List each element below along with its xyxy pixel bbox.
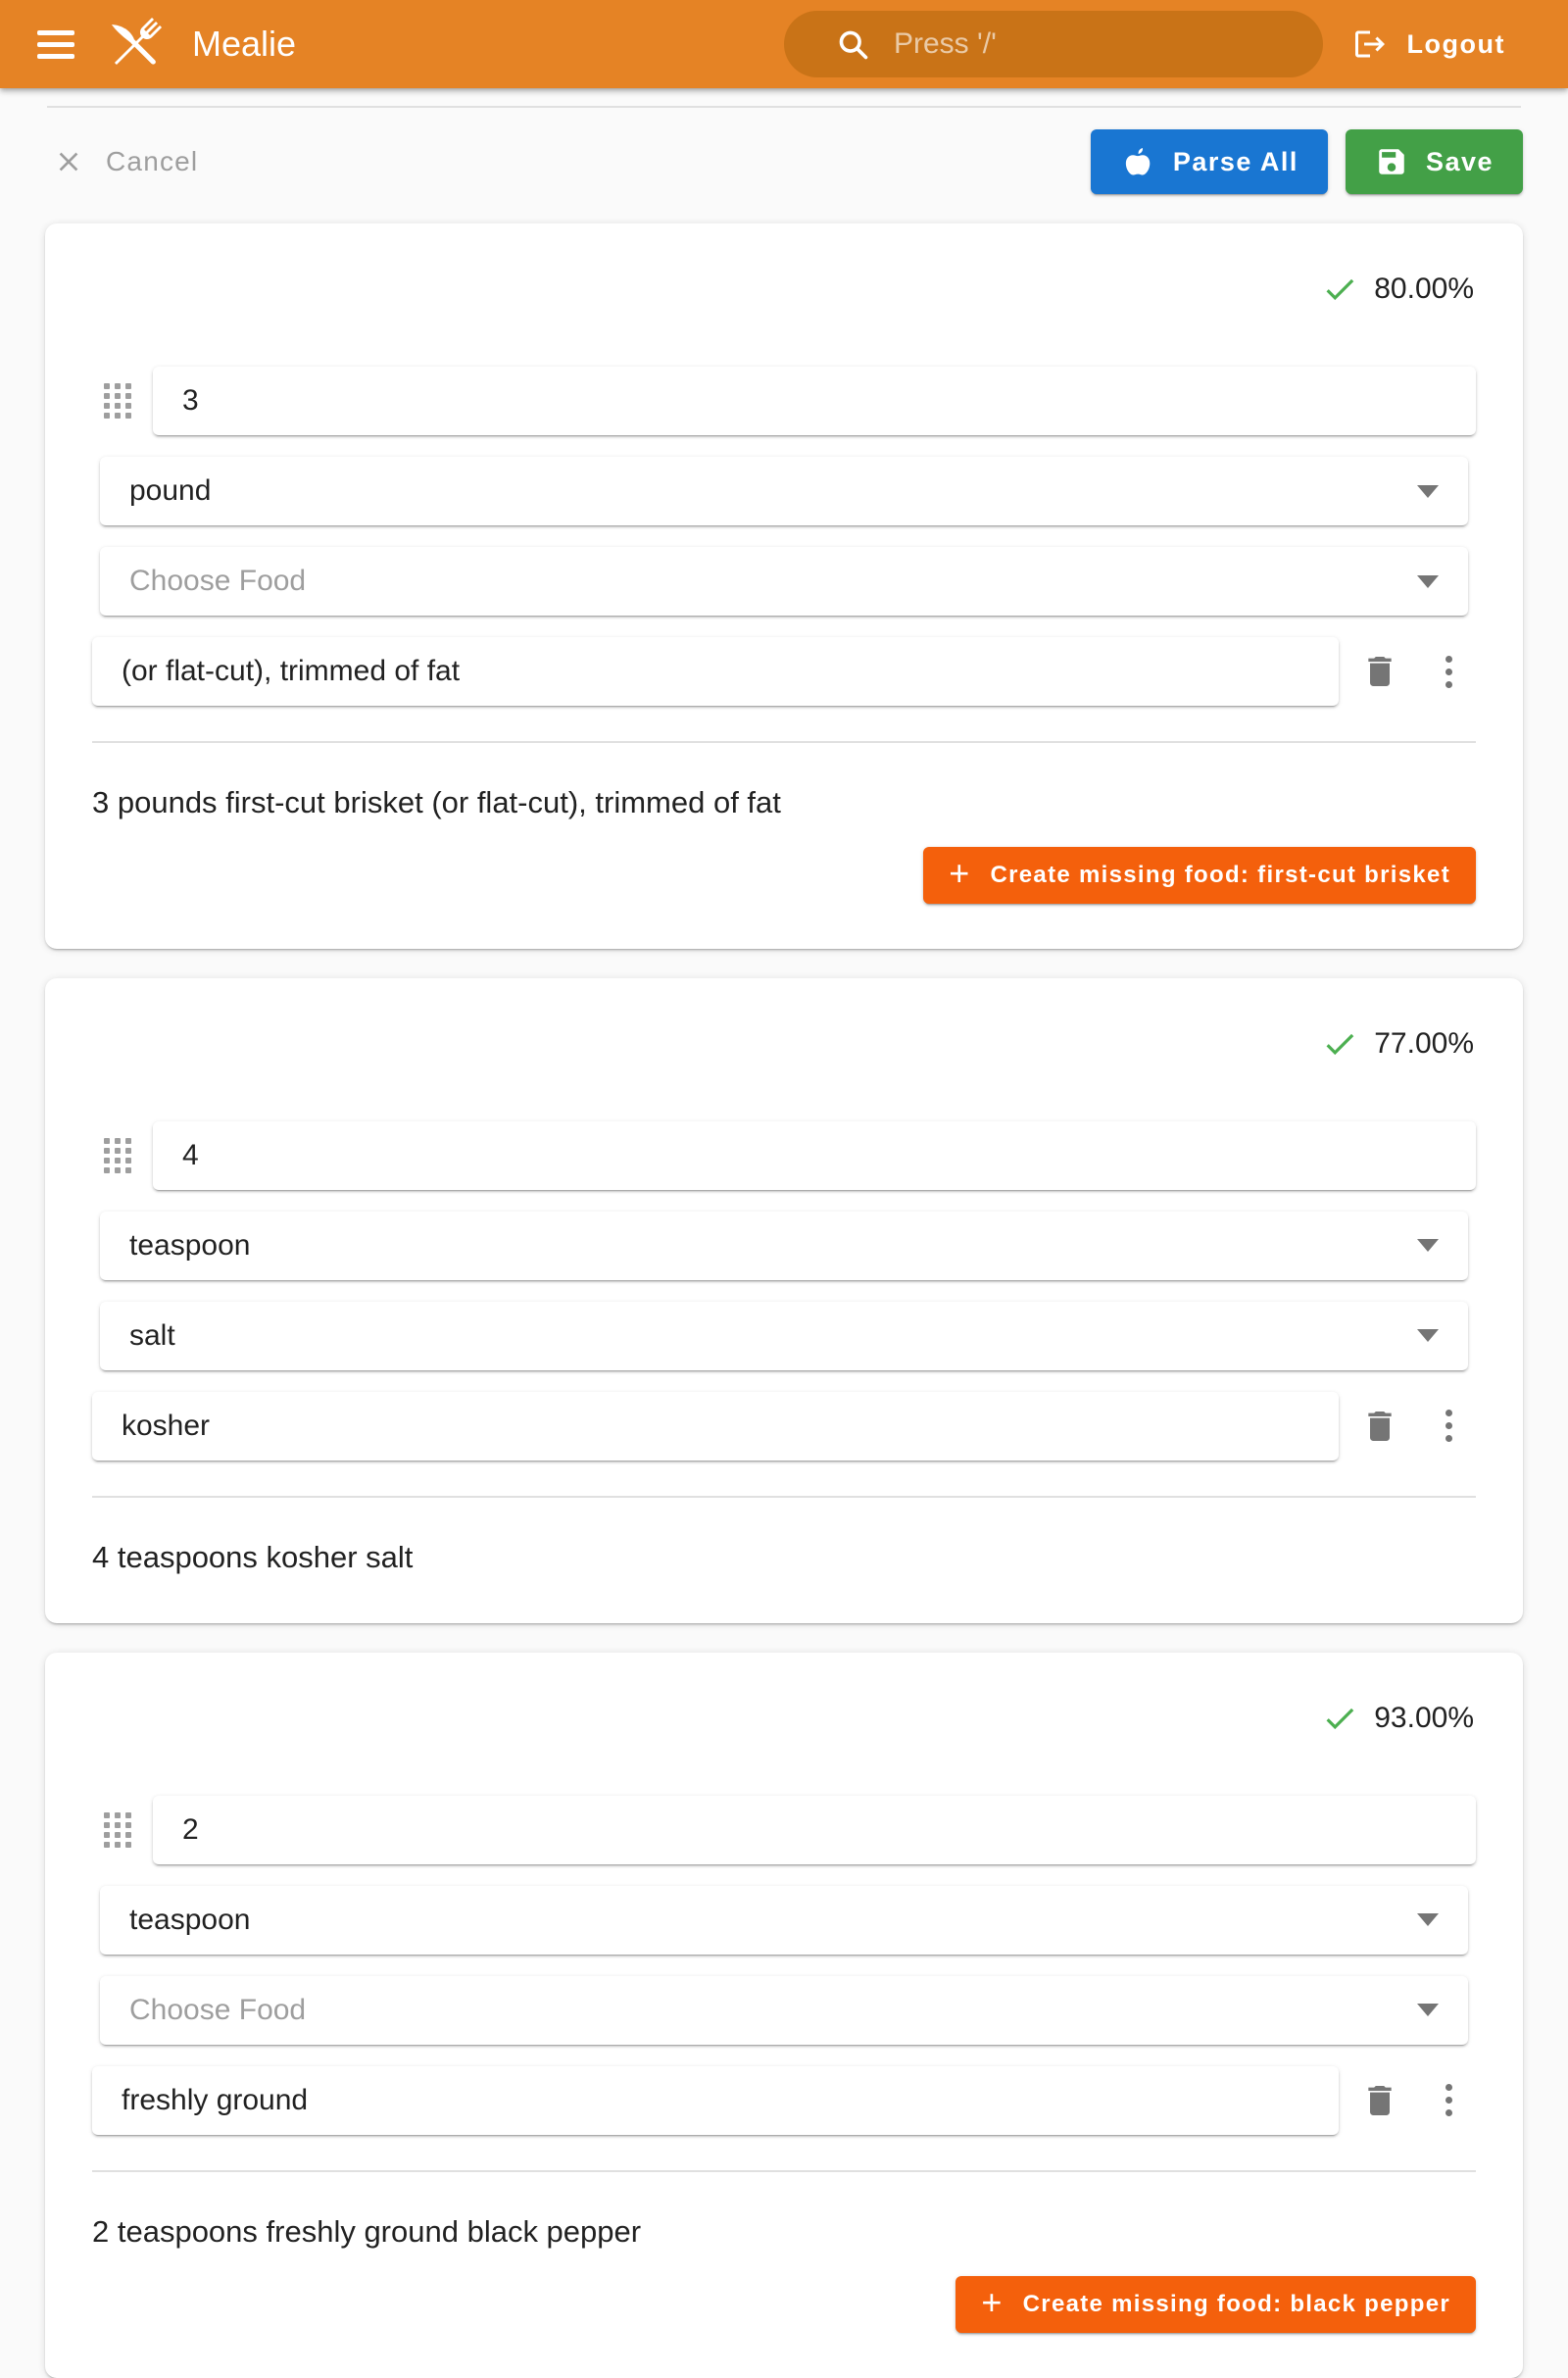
delete-button[interactable] (1352, 2073, 1407, 2128)
food-select-value: Choose Food (129, 565, 307, 597)
note-input[interactable] (92, 2066, 1339, 2135)
close-icon (53, 146, 84, 177)
confidence-row (92, 1700, 1474, 1737)
create-missing-food-row (92, 2276, 1476, 2333)
cancel-button[interactable] (45, 146, 206, 177)
quantity-row (92, 1796, 1476, 1864)
search-bar[interactable] (784, 11, 1323, 77)
food-select-value: salt (129, 1318, 175, 1352)
app-bar (0, 0, 1568, 88)
note-row (92, 637, 1476, 706)
kebab-menu-button[interactable] (1421, 644, 1476, 699)
unit-select-value: pound (129, 474, 212, 507)
ingredient-parser-page (0, 106, 1568, 2378)
logout-label: Logout (1406, 28, 1505, 59)
create-missing-food-button[interactable] (923, 847, 1476, 904)
unit-select-value: teaspoon (129, 1228, 251, 1262)
ingredient-card (45, 978, 1523, 1623)
create-missing-food-label: Create missing food: first-cut brisket (990, 861, 1450, 888)
kebab-dots-icon (1446, 2084, 1452, 2116)
original-ingredient-text: 4 teaspoons kosher salt (92, 1539, 414, 1574)
card-divider (92, 2170, 1476, 2172)
quantity-input[interactable] (153, 367, 1476, 435)
kebab-dots-icon (1446, 1410, 1452, 1442)
trash-icon (1360, 1407, 1399, 1446)
parse-all-button[interactable] (1091, 129, 1328, 194)
unit-select-value: teaspoon (129, 1903, 251, 1936)
create-missing-food-label: Create missing food: black pepper (1022, 2290, 1450, 2317)
logout-icon (1352, 26, 1388, 62)
original-ingredient-text: 3 pounds first-cut brisket (or flat-cut), trimmed of fat (92, 785, 781, 819)
chevron-down-icon (1417, 485, 1439, 498)
create-missing-food-row (92, 847, 1476, 904)
chevron-down-icon (1417, 1913, 1439, 1926)
save-label: Save (1425, 146, 1494, 176)
trash-icon (1360, 2081, 1399, 2120)
plus-icon: + (949, 853, 971, 894)
kebab-menu-button[interactable] (1421, 1399, 1476, 1454)
toolbar (45, 129, 1523, 194)
header-divider (47, 106, 1521, 108)
food-select[interactable] (100, 1976, 1468, 2045)
fork-knife-crossed-logo-icon (102, 11, 169, 77)
chevron-down-icon (1417, 2004, 1439, 2016)
hamburger-icon[interactable] (37, 30, 76, 59)
card-divider (92, 741, 1476, 743)
chevron-down-icon (1417, 1329, 1439, 1342)
check-icon (1321, 271, 1358, 308)
chevron-down-icon (1417, 575, 1439, 588)
confidence-value: 93.00% (1374, 1701, 1474, 1734)
drag-handle-icon[interactable] (104, 1812, 131, 1848)
food-select-value: Choose Food (129, 1993, 307, 2026)
note-input[interactable] (92, 1392, 1339, 1461)
confidence-row (92, 271, 1474, 308)
create-missing-food-button[interactable] (956, 2276, 1476, 2333)
note-row (92, 2066, 1476, 2135)
plus-icon: + (981, 2282, 1004, 2323)
quantity-row (92, 367, 1476, 435)
kebab-dots-icon (1446, 656, 1452, 688)
drag-handle-icon[interactable] (104, 383, 131, 419)
food-select[interactable] (100, 1302, 1468, 1370)
save-button[interactable] (1346, 129, 1523, 194)
quantity-input[interactable] (153, 1121, 1476, 1190)
confidence-row (92, 1025, 1474, 1063)
drag-handle-icon[interactable] (104, 1138, 131, 1173)
card-divider (92, 1496, 1476, 1498)
logout-button[interactable] (1347, 0, 1511, 88)
note-row (92, 1392, 1476, 1461)
kebab-menu-button[interactable] (1421, 2073, 1476, 2128)
trash-icon (1360, 652, 1399, 691)
confidence-value: 77.00% (1374, 1026, 1474, 1060)
quantity-input[interactable] (153, 1796, 1476, 1864)
chevron-down-icon (1417, 1239, 1439, 1252)
cancel-label: Cancel (106, 146, 199, 176)
unit-select[interactable] (100, 457, 1468, 525)
delete-button[interactable] (1352, 1399, 1407, 1454)
magnifier-icon (835, 26, 870, 62)
check-icon (1321, 1700, 1358, 1737)
original-ingredient-text: 2 teaspoons freshly ground black pepper (92, 2213, 642, 2249)
delete-button[interactable] (1352, 644, 1407, 699)
unit-select[interactable] (100, 1886, 1468, 1955)
check-icon (1321, 1025, 1358, 1063)
ingredient-card (45, 223, 1523, 949)
quantity-row (92, 1121, 1476, 1190)
confidence-value: 80.00% (1374, 272, 1474, 305)
ingredient-card (45, 1653, 1523, 2378)
floppy-save-icon (1375, 145, 1408, 178)
apple-icon (1120, 144, 1155, 179)
unit-select[interactable] (100, 1212, 1468, 1280)
parse-all-label: Parse All (1172, 146, 1298, 176)
note-input[interactable] (92, 637, 1339, 706)
food-select[interactable] (100, 547, 1468, 616)
app-title: Mealie (192, 24, 297, 64)
search-input[interactable] (892, 26, 1294, 62)
ingredient-list (45, 223, 1523, 2378)
